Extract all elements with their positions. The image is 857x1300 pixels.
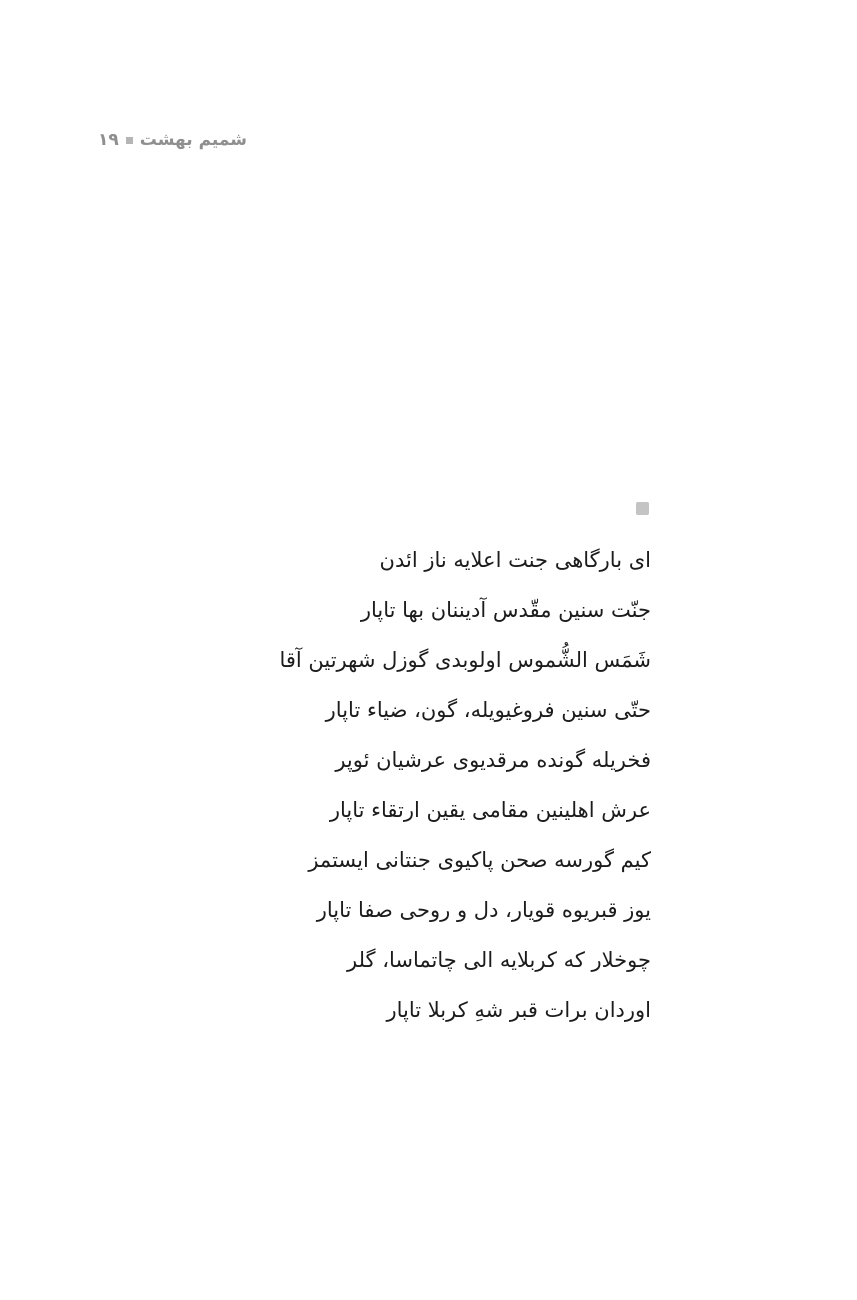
poem-line: اوردان برات قبر شهِ کربلا تاپار xyxy=(386,998,651,1022)
poem xyxy=(250,535,651,1035)
poem-line: یوز قبریوه قویار، دل و روحی صفا تاپار xyxy=(316,898,651,922)
poem-line: حتّی سنین فروغیویله، گون، ضیاء تاپار xyxy=(325,698,651,722)
poem-line: جنّت سنین مقّدس آدیننان بها تاپار xyxy=(360,598,651,622)
section-marker-icon xyxy=(636,502,649,515)
poem-line: کیم گورسه صحن پاکیوی جنتانی ایستمز xyxy=(308,848,651,872)
page-number: ۱۹ xyxy=(98,130,119,150)
poem-line: ای بارگاهی جنت اعلایه ناز ائدن xyxy=(379,548,651,572)
poem-line: چوخلار که کربلایه الی چاتماسا، گلر xyxy=(347,948,651,972)
poem-line: شَمَس الشُّموس اولوبدی گوزل شهرتین آقا xyxy=(279,648,651,672)
book-title: شمیم بهشت xyxy=(139,130,247,150)
running-header xyxy=(98,126,258,154)
header-separator-icon xyxy=(126,137,133,144)
poem-line: فخریله گونده مرقدیوی عرشیان ئوپر xyxy=(335,748,651,772)
poem-line: عرش اهلینین مقامی یقین ارتقاء تاپار xyxy=(329,798,651,822)
